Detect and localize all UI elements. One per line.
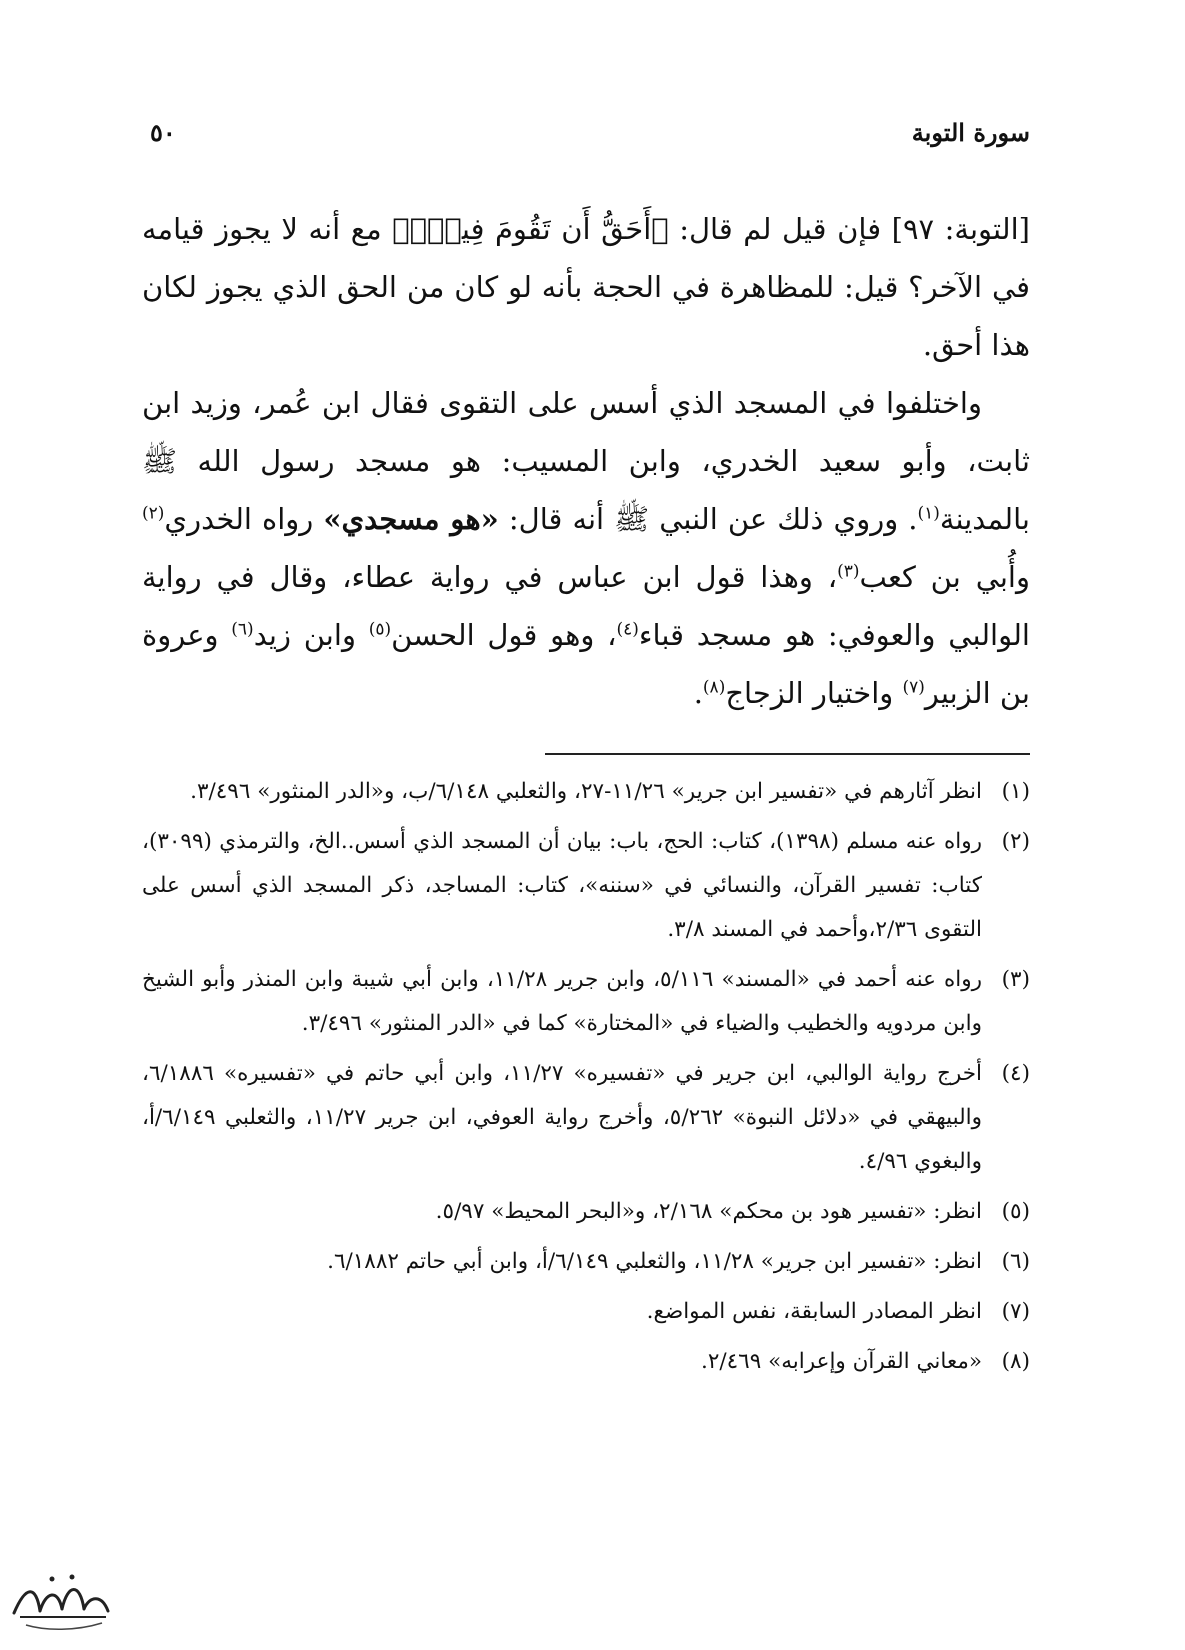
- footnote-text: «معاني القرآن وإعرابه» ٢/٤٦٩.: [701, 1349, 982, 1374]
- footnote-ref-4[interactable]: (٤): [616, 619, 639, 640]
- text-segment: وأُبي بن كعب: [859, 560, 1030, 594]
- footnote-6: [142, 1240, 1030, 1284]
- footnote-ref-1[interactable]: (١): [917, 503, 940, 524]
- footnote-8: [142, 1340, 1030, 1384]
- paragraph-2: [142, 374, 1030, 722]
- footnote-number: (٣): [1001, 967, 1030, 992]
- main-text: [142, 200, 1030, 722]
- footnote-number: (٤): [1001, 1061, 1030, 1086]
- footnote-text: رواه عنه مسلم (١٣٩٨)، كتاب: الحج، باب: بيان أن المسجد الذي أسس..الخ، والترمذي (٣٠٩٩)، كتاب: تفسير القرآن، والنسائي في «سننه»، كتاب: المساجد، ذكر المسجد الذي أسس على التقوى ٢/٣٦،وأحمد في المسند ٣/٨.: [142, 829, 982, 942]
- footnote-text: انظر: «تفسير هود بن محكم» ٢/١٦٨، و«البحر المحيط» ٥/٩٧.: [435, 1199, 982, 1224]
- page-number: ٥٠: [150, 118, 176, 147]
- footnote-number: (٨): [1001, 1349, 1030, 1374]
- library-stamp-logo-icon: [6, 1565, 116, 1635]
- footnote-ref-8[interactable]: (٨): [702, 677, 726, 698]
- footnote-5: [142, 1190, 1030, 1234]
- text-segment: . وروي ذلك عن النبي ﷺ أنه قال:: [498, 502, 918, 536]
- text-segment: ، وهذا قول ابن عباس في رواية عطاء، وقال في رواية الوالبي والعوفي: هو مسجد قباء: [142, 560, 1030, 652]
- footnote-ref-7[interactable]: (٧): [902, 677, 925, 698]
- footnote-text: انظر آثارهم في «تفسير ابن جرير» ١١/٢٦-٢٧، والثعلبي ٦/١٤٨/ب، و«الدر المنثور» ٣/٤٩٦.: [190, 779, 982, 804]
- footnote-number: (٧): [1001, 1299, 1030, 1324]
- text-segment: واختلفوا في المسجد الذي أسس على التقوى فقال ابن عُمر، وزيد ابن ثابت، وأبو سعيد الخدري، وابن المسيب: هو مسجد رسول الله ﷺ بالمدينة: [142, 386, 1031, 536]
- surah-title: سورة التوبة: [911, 118, 1030, 147]
- footnote-ref-5[interactable]: (٥): [368, 619, 392, 640]
- text-segment: رواه الخدري: [164, 502, 324, 536]
- text-segment: .: [693, 676, 703, 710]
- footnote-7: [142, 1290, 1030, 1334]
- footnote-ref-3[interactable]: (٣): [837, 561, 860, 582]
- footnote-text: انظر: «تفسير ابن جرير» ١١/٢٨، والثعلبي ٦/١٤٩/أ، وابن أبي حاتم ٦/١٨٨٢.: [327, 1249, 982, 1274]
- footnotes: [142, 770, 1030, 1390]
- footnote-number: (٥): [1001, 1199, 1030, 1224]
- footnote-text: رواه عنه أحمد في «المسند» ٥/١١٦، وابن جرير ١١/٢٨، وابن أبي شيبة وابن المنذر وأبو الشيخ وابن مردويه والخطيب والضياء في «المختارة» كما في «الدر المنثور» ٣/٤٩٦.: [142, 967, 983, 1036]
- text-segment: ، وهو قول الحسن: [391, 618, 617, 652]
- text-segment: وعروة بن الزبير: [142, 618, 1030, 710]
- footnote-separator: [545, 753, 1030, 755]
- footnote-3: [142, 958, 1030, 1046]
- text-segment: واختيار الزجاج: [725, 676, 903, 710]
- footnote-ref-2[interactable]: (٢): [142, 503, 165, 524]
- footnote-1: [142, 770, 1030, 814]
- text-segment: وابن زيد: [253, 618, 369, 652]
- paragraph-1: [التوبة: ٩٧] فإن قيل لم قال: ﴿أَحَقُّ أَن تَقُومَ فِيهِۚ﴾ مع أنه لا يجوز قيامه في الآخر؟ قيل: للمظاهرة في الحجة بأنه لو كان من الحق الذي يجوز لكان هذا أحق.: [142, 212, 1030, 362]
- footnote-text: أخرج رواية الوالبي، ابن جرير في «تفسيره» ١١/٢٧، وابن أبي حاتم في «تفسيره» ٦/١٨٨٦، والبيهقي في «دلائل النبوة» ٥/٢٦٢، وأخرج رواية العوفي، ابن جرير ١١/٢٧، والثعلبي ٦/١٤٩/أ، والبغوي ٤/٩٦.: [142, 1061, 983, 1174]
- footnote-4: [142, 1052, 1030, 1184]
- footnote-2: [142, 820, 1030, 952]
- page-header: [150, 118, 1030, 162]
- footnote-number: (٦): [1001, 1249, 1030, 1274]
- footnote-number: (٢): [1001, 829, 1030, 854]
- footnote-ref-6[interactable]: (٦): [231, 619, 254, 640]
- footnote-text: انظر المصادر السابقة، نفس المواضع.: [646, 1299, 982, 1324]
- hadith-quote: «هو مسجدي»: [323, 502, 499, 536]
- footnote-number: (١): [1001, 779, 1030, 804]
